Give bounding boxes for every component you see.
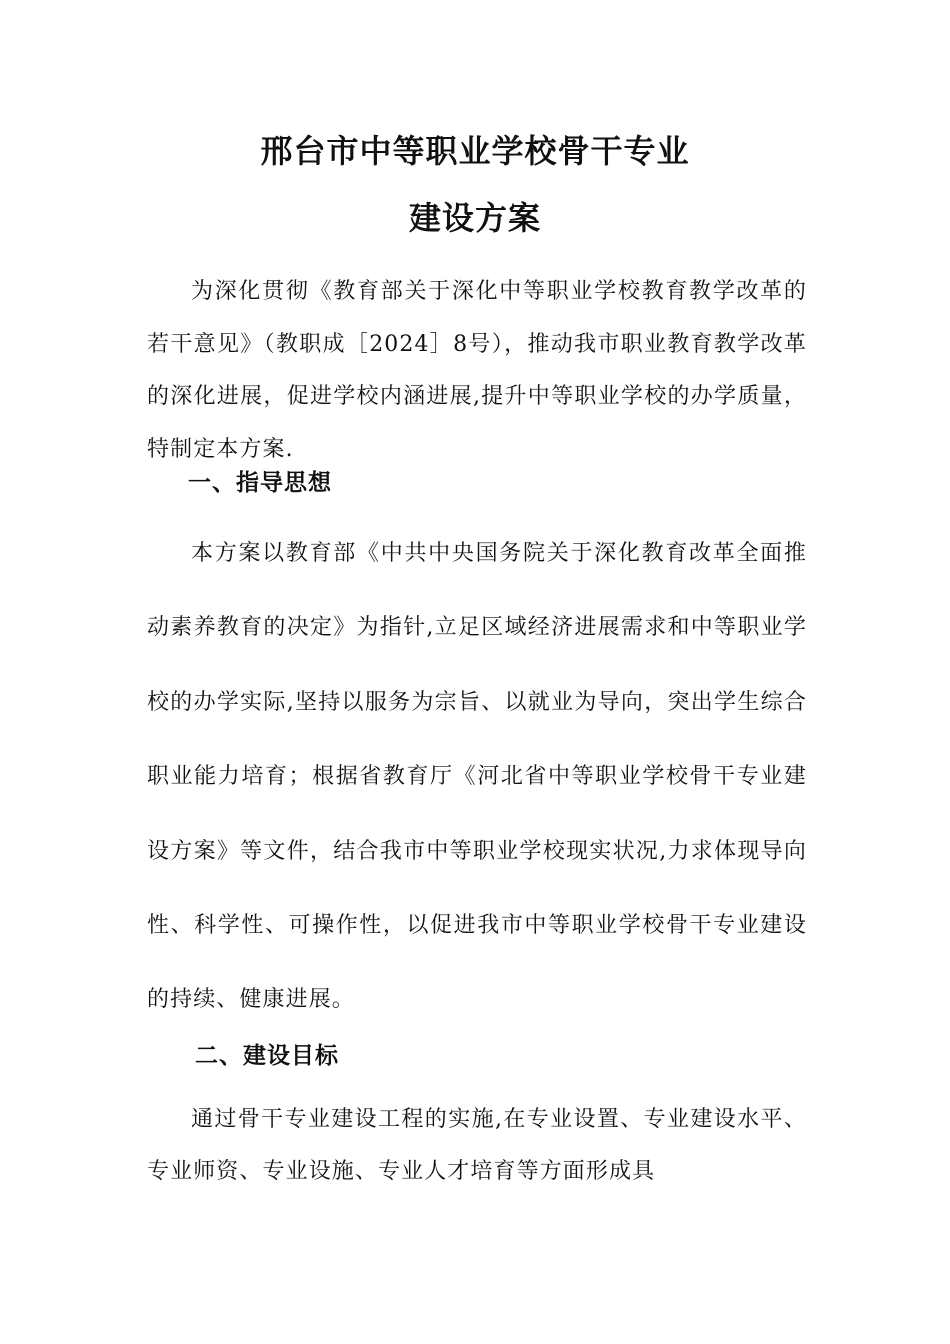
construction-goals-paragraph: 通过骨干专业建设工程的实施,在专业设置、专业建设水平、专业师资、专业设施、专业人才培育等方面形成具 [147,1107,807,1184]
intro-paragraph: 为深化贯彻《教育部关于深化中等职业学校教育教学改革的若干意见》（教职成［2024］8号），推动我市职业教育教学改革的深化进展，促进学校内涵进展,提升中等职业学校的办学质量，特制定本方案. [147,279,807,462]
document-title-line-2: 建设方案 [408,199,541,237]
section-heading-guiding-thought: 一、指导思想 [188,470,332,496]
section-heading-construction-goals: 二、建设目标 [195,1043,339,1069]
document-title-line-1: 邢台市中等职业学校骨干专业 [260,132,690,170]
guiding-thought-paragraph: 本方案以教育部《中共中央国务院关于深化教育改革全面推动素养教育的决定》为指针,立足区域经济进展需求和中等职业学校的办学实际,坚持以服务为宗旨、以就业为导向，突出学生综合职业能力培育；根据省教育厅《河北省中等职业学校骨干专业建设方案》等文件，结合我市中等职业学校现实状况,力求体现导向性、科学性、可操作性，以促进我市中等职业学校骨干专业建设的持续、健康进展。 [147,541,807,1013]
